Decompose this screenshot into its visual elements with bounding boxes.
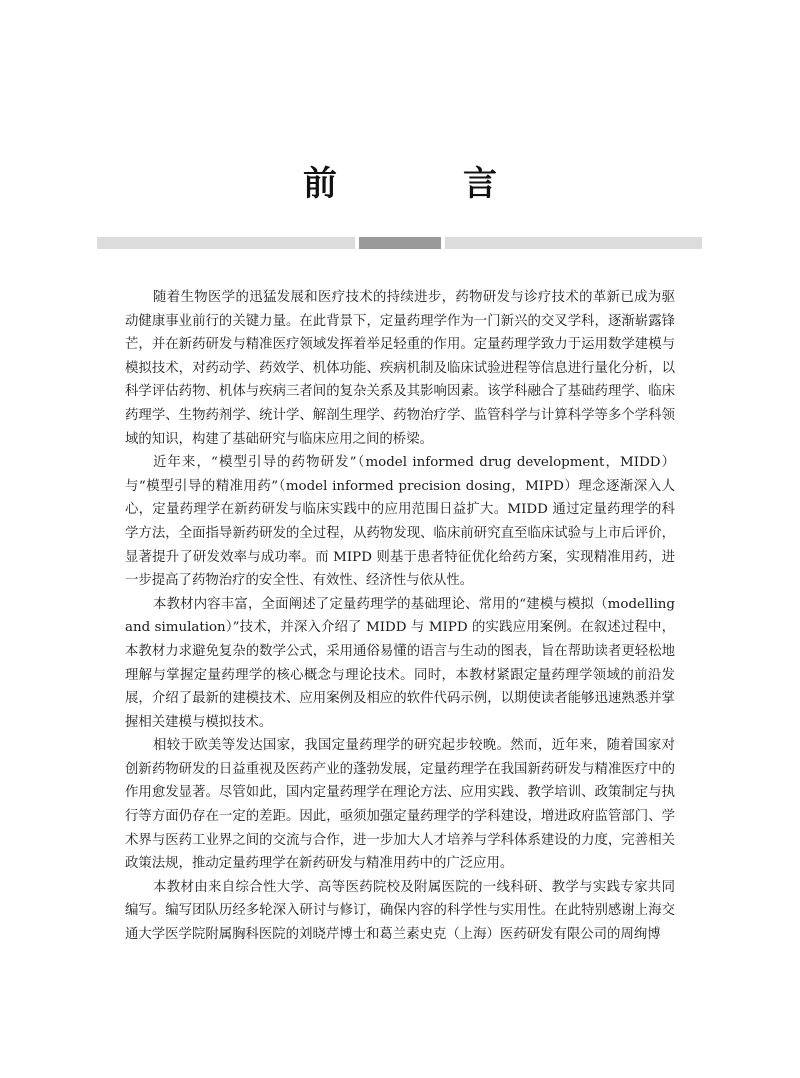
paragraph-5: 本教材由来自综合性大学、高等医药院校及附属医院的一线科研、教学与实践专家共同编写。编写团队历经多轮深入研讨与修订，确保内容的科学性与实用性。在此特别感谢上海交通大学医学院附属胸科医院的刘晓芹博士和葛兰素史克（上海）医药研发有限公司的周绚博 xyxy=(125,879,675,943)
divider-center-segment xyxy=(359,237,441,249)
paragraph-2: 近年来，“模型引导的药物研发”（model informed drug development，MIDD）与“模型引导的精准用药”（model informed precision dosing，MIPD）理念逐渐深入人心，定量药理学在新药研发与临床实践中的应用范围日益扩大。MIDD 通过定量药理学的科学方法，全面指导新药研发的全过程，从药物发现、临床前研究直至临床试验与上市后评价，显著提升了研发效率与成功率。而 MIPD 则基于患者特征优化给药方案，实现精准用药，进一步提高了药物治疗的安全性、有效性、经济性与依从性。 xyxy=(125,455,675,589)
title-divider xyxy=(97,237,702,249)
divider-left-segment xyxy=(97,237,355,249)
paragraph-4: 相较于欧美等发达国家，我国定量药理学的研究起步较晚。然而，近年来，随着国家对创新药物研发的日益重视及医药产业的蓬勃发展，定量药理学在我国新药研发与精准医疗中的作用愈发显著。尽管如此，国内定量药理学在理论方法、应用实践、教学培训、政策制定与执行等方面仍存在一定的差距。因此，亟须加强定量药理学的学科建设，增进政府监管部门、学术界与医药工业界之间的交流与合作，进一步加大人才培养与学科体系建设的力度，完善相关政策法规，推动定量药理学在新药研发与精准用药中的广泛应用。 xyxy=(125,738,675,872)
paragraph-1: 随着生物医学的迅猛发展和医疗技术的持续进步，药物研发与诊疗技术的革新已成为驱动健康事业前行的关键力量。在此背景下，定量药理学作为一门新兴的交叉学科，逐渐崭露锋芒，并在新药研发与精准医疗领域发挥着举足轻重的作用。定量药理学致力于运用数学建模与模拟技术，对药动学、药效学、机体功能、疾病机制及临床试验进程等信息进行量化分析，以科学评估药物、机体与疾病三者间的复杂关系及其影响因素。该学科融合了基础药理学、临床药理学、生物药剂学、统计学、解剖生理学、药物治疗学、监管科学与计算科学等多个学科领域的知识，构建了基础研究与临床应用之间的桥梁。 xyxy=(125,290,675,447)
paragraph-3: 本教材内容丰富，全面阐述了定量药理学的基础理论、常用的“建模与模拟（modelling and simulation）”技术，并深入介绍了 MIDD 与 MIPD 的实践应用案例。在叙述过程中，本教材力求避免复杂的数学公式，采用通俗易懂的语言与生动的图表，旨在帮助读者更轻松地理解与掌握定量药理学的核心概念与理论技术。同时，本教材紧跟定量药理学领域的前沿发展，介绍了最新的建模技术、应用案例及相应的软件代码示例，以期使读者能够迅速熟悉并掌握相关建模与模拟技术。 xyxy=(125,596,675,730)
divider-right-segment xyxy=(445,237,702,249)
preface-body xyxy=(125,286,675,947)
page-title: 前 言 xyxy=(303,164,543,204)
